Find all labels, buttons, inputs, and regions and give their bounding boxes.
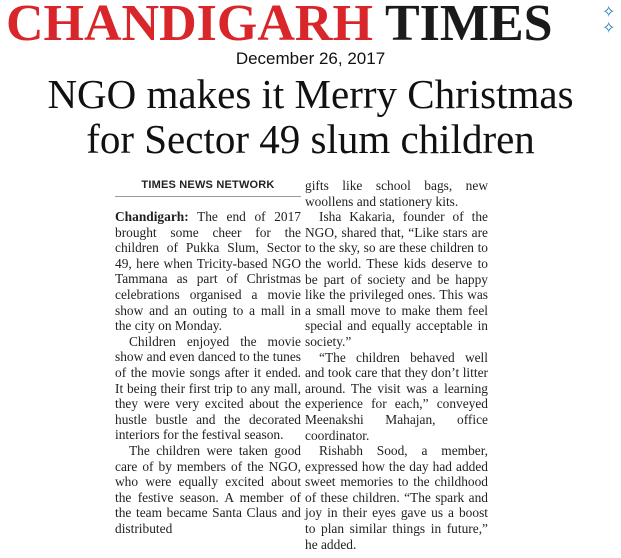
article-paragraph: gifts like school bags, new woollens and stationery kits. xyxy=(305,178,488,209)
article-column-2 xyxy=(305,178,488,552)
article-column-1 xyxy=(115,178,301,536)
masthead xyxy=(6,0,616,50)
article-paragraph: “The children behaved well and took care that they don’t litter around. The visit was a learning experience for each,” conveyed Meenakshi Mahajan, office coordinator. xyxy=(305,349,488,443)
article-paragraph: Rishabh Sood, a member, expressed how the day had added sweet memories to the childhood of these children. “The spark and joy in their eyes gave us a boost to plan similar things in future,” he added. xyxy=(305,443,488,552)
byline-divider xyxy=(115,196,301,197)
byline: TIMES NEWS NETWORK xyxy=(141,179,275,191)
article-paragraph xyxy=(115,209,301,334)
masthead-times: TIMES xyxy=(384,0,553,50)
paragraph-text: The end of 2017 brought some cheer for the children of Pukka Slum, Sector 49, here when Tricity-based NGO Tammana as part of Christmas celebrations organised a movie show and an outing to a mall in the city on Monday. xyxy=(115,209,302,334)
article-paragraph: The children were taken good care of by members of the NGO, who were equally excited about the festive season. A member of the team became Santa Claus and distributed xyxy=(115,442,301,536)
article-paragraph: Children enjoyed the movie show and even danced to the tunes of the movie songs after it ended. It being their first trip to any mall, they were very excited about the hustle bustle and the decorated interiors for the festival season. xyxy=(115,333,301,443)
publication-date: December 26, 2017 xyxy=(235,49,386,68)
edge-clip-icon: ✧ ✧ xyxy=(602,2,616,37)
headline-line-1: NGO makes it Merry Christmas xyxy=(47,71,574,117)
article-headline xyxy=(0,72,621,162)
masthead-city: CHANDIGARH xyxy=(6,0,373,50)
dateline: Chandigarh: xyxy=(115,209,189,224)
headline-line-2: for Sector 49 slum children xyxy=(86,116,535,162)
article-paragraph: Isha Kakaria, founder of the NGO, shared that, “Like stars are to the sky, so are these children to the world. These kids deserve to be part of society and be happy like the privileged ones. This was a small move to make them feel special and equally acceptable in society.” xyxy=(305,209,488,349)
